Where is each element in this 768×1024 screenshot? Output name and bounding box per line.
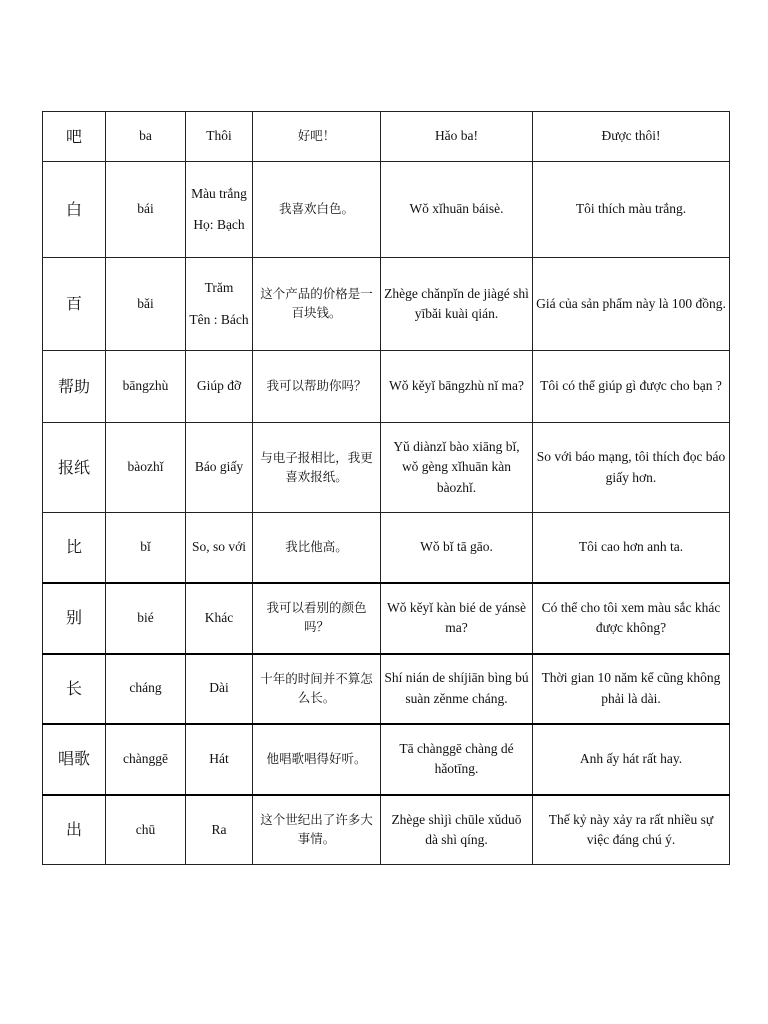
meaning-text: Báo giấy [194, 459, 244, 475]
example-chinese-cell: 与电子报相比，我更喜欢报纸。 [253, 423, 381, 513]
meaning-text: Tên : Bách [189, 311, 249, 327]
pinyin-cell: cháng [106, 654, 186, 724]
vocabulary-table [42, 111, 730, 865]
example-vietnamese-cell: Thời gian 10 năm kể cũng không phải là dài. [533, 654, 730, 724]
hanzi-cell: 报纸 [43, 423, 106, 513]
pinyin-cell: chànggē [106, 724, 186, 795]
example-chinese-cell: 好吧！ [253, 112, 381, 162]
table-row [43, 112, 730, 162]
meaning-text: So, so với [191, 539, 247, 555]
example-pinyin-cell: Tā chànggē chàng dé hǎotīng. [381, 724, 533, 795]
meaning-text: Ra [211, 821, 227, 837]
hanzi-cell: 帮助 [43, 351, 106, 423]
example-chinese-cell: 这个产品的价格是一百块钱。 [253, 258, 381, 351]
pinyin-cell: bāngzhù [106, 351, 186, 423]
example-pinyin-cell: Zhège shìjì chūle xǔduō dà shì qíng. [381, 795, 533, 865]
example-pinyin-cell: Shí nián de shíjiān bìng bú suàn zěnme cháng. [381, 654, 533, 724]
meaning-text: Trăm [204, 280, 234, 296]
meaning-text: Hát [209, 750, 229, 766]
table-row [43, 583, 730, 654]
example-chinese-cell: 我喜欢白色。 [253, 162, 381, 258]
meaning-cell [186, 423, 253, 513]
pinyin-cell: bái [106, 162, 186, 258]
example-pinyin-cell: Zhège chǎnpǐn de jiàgé shì yībǎi kuài qián. [381, 258, 533, 351]
pinyin-cell: ba [106, 112, 186, 162]
pinyin-cell: chū [106, 795, 186, 865]
meaning-cell [186, 795, 253, 865]
table-row [43, 423, 730, 513]
example-vietnamese-cell: Được thôi! [533, 112, 730, 162]
example-chinese-cell: 我可以看别的颜色吗？ [253, 583, 381, 654]
meaning-text: Dài [209, 680, 229, 696]
example-chinese-cell: 十年的时间并不算怎么长。 [253, 654, 381, 724]
meaning-text: Màu trắng [191, 185, 247, 201]
hanzi-cell: 吧 [43, 112, 106, 162]
meaning-text: Khác [204, 609, 234, 625]
hanzi-cell: 长 [43, 654, 106, 724]
example-vietnamese-cell: Giá của sản phẩm này là 100 đồng. [533, 258, 730, 351]
table-row [43, 654, 730, 724]
example-pinyin-cell: Wǒ kěyǐ bāngzhù nǐ ma? [381, 351, 533, 423]
example-vietnamese-cell: Tôi có thể giúp gì được cho bạn ? [533, 351, 730, 423]
meaning-cell [186, 351, 253, 423]
example-pinyin-cell: Hǎo ba! [381, 112, 533, 162]
meaning-cell [186, 162, 253, 258]
meaning-cell [186, 112, 253, 162]
vocabulary-table-body [43, 112, 730, 865]
table-row [43, 351, 730, 423]
hanzi-cell: 百 [43, 258, 106, 351]
meaning-cell [186, 258, 253, 351]
example-chinese-cell: 他唱歌唱得好听。 [253, 724, 381, 795]
example-vietnamese-cell: So với báo mạng, tôi thích đọc báo giấy hơn. [533, 423, 730, 513]
example-chinese-cell: 我比他高。 [253, 513, 381, 583]
hanzi-cell: 别 [43, 583, 106, 654]
table-row [43, 258, 730, 351]
table-row [43, 724, 730, 795]
example-vietnamese-cell: Anh ấy hát rất hay. [533, 724, 730, 795]
example-pinyin-cell: Wǒ bǐ tā gāo. [381, 513, 533, 583]
table-row [43, 795, 730, 865]
table-row [43, 162, 730, 258]
example-vietnamese-cell: Thế kỷ này xảy ra rất nhiều sự việc đáng chú ý. [533, 795, 730, 865]
example-chinese-cell: 我可以帮助你吗？ [253, 351, 381, 423]
meaning-text: Thôi [206, 128, 232, 144]
hanzi-cell: 唱歌 [43, 724, 106, 795]
hanzi-cell: 比 [43, 513, 106, 583]
table-row [43, 513, 730, 583]
pinyin-cell: bǎi [106, 258, 186, 351]
hanzi-cell: 出 [43, 795, 106, 865]
example-pinyin-cell: Wǒ xǐhuān báisè. [381, 162, 533, 258]
hanzi-cell: 白 [43, 162, 106, 258]
example-pinyin-cell: Yǔ diànzǐ bào xiāng bǐ, wǒ gèng xǐhuān kàn bàozhǐ. [381, 423, 533, 513]
example-pinyin-cell: Wǒ kěyǐ kàn bié de yánsè ma? [381, 583, 533, 654]
meaning-cell [186, 513, 253, 583]
example-chinese-cell: 这个世纪出了许多大事情。 [253, 795, 381, 865]
pinyin-cell: bàozhǐ [106, 423, 186, 513]
meaning-cell [186, 654, 253, 724]
meaning-cell [186, 583, 253, 654]
meaning-text: Giúp đỡ [196, 378, 242, 394]
example-vietnamese-cell: Tôi thích màu trắng. [533, 162, 730, 258]
meaning-cell [186, 724, 253, 795]
example-vietnamese-cell: Tôi cao hơn anh ta. [533, 513, 730, 583]
meaning-text: Họ: Bạch [193, 217, 245, 232]
pinyin-cell: bǐ [106, 513, 186, 583]
pinyin-cell: bié [106, 583, 186, 654]
example-vietnamese-cell: Có thể cho tôi xem màu sắc khác được không? [533, 583, 730, 654]
